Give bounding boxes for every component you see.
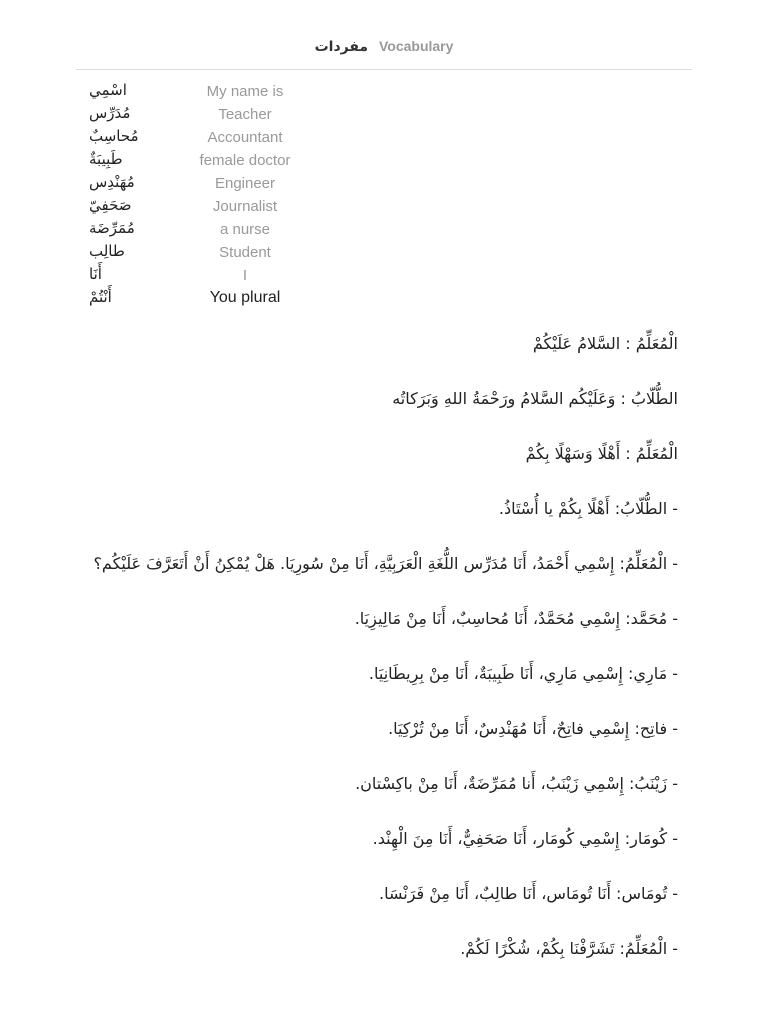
vocab-arabic: صَحَفِيّ — [89, 196, 132, 214]
vocab-row — [76, 80, 336, 103]
dialogue-line: - مُحَمَّد: إِسْمِي مُحَمَّدٌ، أَنَا مُحاسِبٌ، أَنَا مِنْ مَالِيزِيَا. — [354, 609, 678, 628]
dialogue-line: - الْمُعَلِّمُ: تَشَرَّفْنَا بِكُمْ، شُكْرًا لَكُمْ. — [460, 939, 678, 958]
dialogue-line: الْمُعَلِّمُ : أَهْلًا وَسَهْلًا بِكُمْ — [525, 444, 678, 463]
vocab-row — [76, 126, 336, 149]
vocabulary-list — [76, 80, 336, 310]
vocab-row — [76, 241, 336, 264]
vocab-arabic: طَبِيبَةٌ — [89, 150, 123, 168]
dialogue-line: - الطُّلّابُ: أَهْلًا بِكُمْ يا أُسْتَاذُ. — [498, 499, 678, 518]
vocab-english: I — [242, 267, 248, 284]
dialogue — [80, 328, 678, 988]
vocab-arabic: أَنَا — [89, 265, 102, 283]
vocab-arabic: طالِب — [89, 242, 125, 260]
vocab-english: My name is — [206, 83, 284, 100]
vocab-row — [76, 287, 336, 310]
vocab-arabic: مُحاسِبٌ — [89, 127, 139, 145]
dialogue-line: - كُومَار: إِسْمِي كُومَار، أَنَا صَحَفِيٌّ، أَنَا مِنَ الْهِنْد. — [372, 829, 678, 848]
vocab-arabic: اسْمِي — [89, 81, 127, 99]
vocab-english: You plural — [209, 289, 281, 306]
vocab-arabic: أَنْتُمْ — [89, 288, 112, 306]
vocab-english: Engineer — [214, 175, 276, 192]
dialogue-line: الْمُعَلِّمُ : السَّلامُ عَلَيْكُمْ — [532, 334, 678, 353]
vocab-row — [76, 264, 336, 287]
page-title — [0, 38, 768, 55]
dialogue-line: الطُّلّابُ : وَعَلَيْكُم السَّلامُ ورَحْمَةُ اللهِ وَبَرَكاتُه — [392, 389, 678, 408]
dialogue-line: - الْمُعَلِّمُ: إِسْمِي أَحْمَدُ، أَنَا مُدَرِّس اللُّغَةِ الْعَرَبِيَّةِ، أَنَا مِنْ سُورِيَا. هَلْ يُمْكِنُ أَنْ أَتَعَرَّفَ عَلَيْكُم؟ — [93, 554, 678, 573]
vocab-english: female doctor — [199, 152, 291, 169]
dialogue-line: - مَارِي: إِسْمِي مَارِي، أَنَا طَبِيبَةٌ، أَنَا مِنْ بِرِيطَانِيَا. — [368, 664, 678, 683]
vocab-english: Student — [219, 244, 271, 261]
vocab-arabic: مُدَرِّس — [89, 104, 131, 122]
vocab-english: Journalist — [212, 198, 278, 215]
vocab-english: a nurse — [219, 221, 271, 238]
title-arabic: مفردات — [314, 39, 369, 55]
vocab-row — [76, 172, 336, 195]
dialogue-line: - تُومَاس: أَنَا تُومَاس، أَنَا طالِبٌ، أَنَا مِنْ فَرَنْسَا. — [379, 884, 678, 903]
dialogue-line: - زَيْنَبُ: إِسْمِي زَيْنَبُ، أَنا مُمَرِّضَةٌ، أَنَا مِنْ باكِسْتان. — [355, 774, 678, 793]
vocab-row — [76, 103, 336, 126]
vocab-english: Teacher — [218, 106, 272, 123]
vocab-arabic: مُهَنْدِس — [89, 173, 135, 191]
vocab-arabic: مُمَرِّضَة — [89, 219, 135, 237]
vocab-row — [76, 149, 336, 172]
dialogue-line: - فاتِح: إِسْمِي فاتِحٌ، أَنَا مُهَنْدِسٌ، أَنَا مِنْ تُرْكِيَا. — [388, 719, 678, 738]
vocab-english: Accountant — [207, 129, 283, 146]
header-divider — [76, 69, 692, 70]
title-english: Vocabulary — [378, 38, 454, 54]
vocab-row — [76, 195, 336, 218]
vocab-row — [76, 218, 336, 241]
